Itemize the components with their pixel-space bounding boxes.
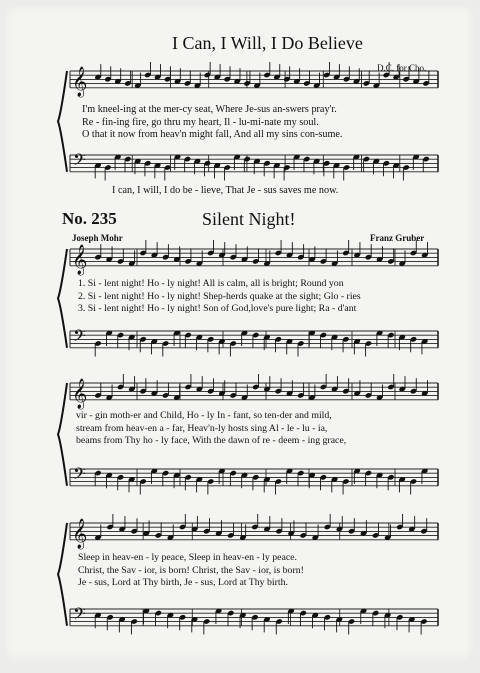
silent-night-system3-bass-clef: 𝄢 — [73, 603, 86, 628]
silent-night-system1-treble-clef: 𝄞 — [72, 244, 88, 275]
silent-night-system2-treble-clef: 𝄞 — [72, 378, 88, 409]
lyric-line: beams from Thy ho - ly face, With the dawn of re - deem - ing grace, — [76, 435, 347, 446]
lyric-line: 2. Si - lent night! Ho - ly night! Shep-herds quake at the sight; Glo - ries — [78, 290, 361, 302]
lyric-line: Re - fin-ing fire, go thru my heart, Il - lu-mi-nate my soul. — [82, 116, 319, 128]
silent-night-system1-lyrics — [78, 278, 361, 316]
lyric-line: Christ, the Sav - ior, is born! Christ, the Sav - ior, is born! — [78, 564, 304, 576]
hymn-title-silent-night: Silent Night! — [202, 209, 296, 229]
silent-night-system3-lyrics — [78, 552, 304, 590]
lyric-line: Je - sus, Lord at Thy birth, Je - sus, Lord at Thy birth. — [78, 577, 288, 588]
dc-marking: D.C. for Cho. — [377, 63, 427, 73]
lyric-line: 1. Si - lent night! Ho - ly night! All is calm, all is bright; Round yon — [78, 278, 344, 289]
lyric-line: I'm kneel-ing at the mer-cy seat, Where Je-sus an-swers pray'r. — [82, 104, 337, 115]
composer-credit: Franz Gruber — [370, 233, 425, 243]
lyric-line: 3. Si - lent night! Ho - ly night! Son of God,love's pure light; Ra - d'ant — [78, 303, 357, 314]
lyric-line: O that it now from heav'n might fall, And all my sins con-sume. — [82, 129, 343, 140]
silent-night-system1-bass-clef: 𝄢 — [73, 325, 86, 350]
hymnal-page — [4, 5, 474, 661]
silent-night-system1-brace — [58, 249, 67, 348]
silent-night-system2-bass-clef: 𝄢 — [73, 463, 86, 488]
hymn1-chorus-lyrics: I can, I will, I do be - lieve, That Je - sus saves me now. — [112, 185, 339, 196]
lyric-line: stream from heav-en a - far, Heav'n-ly hosts sing Al - le - lu - ia, — [76, 422, 328, 434]
hymn1-system-treble-clef: 𝄞 — [72, 66, 88, 97]
silent-night-system2-lyrics — [76, 410, 346, 448]
hymn-title-i-can: I Can, I Will, I Do Believe — [172, 33, 363, 53]
hymn1-system-bass-clef: 𝄢 — [73, 149, 86, 174]
hymn1-system-brace — [58, 71, 67, 172]
silent-night-system3-treble-clef: 𝄞 — [72, 518, 88, 549]
hymn1-verse-lyrics — [82, 104, 342, 142]
silent-night-system3-brace — [58, 523, 67, 626]
author-credit: Joseph Mohr — [72, 233, 123, 243]
silent-night-system2-brace — [58, 383, 67, 486]
lyric-line: vir - gin moth-er and Child, Ho - ly In - fant, so ten-der and mild, — [76, 410, 332, 421]
hymn-number: No. 235 — [62, 209, 117, 228]
lyric-line: Sleep in heav-en - ly peace, Sleep in heav-en - ly peace. — [78, 552, 297, 563]
